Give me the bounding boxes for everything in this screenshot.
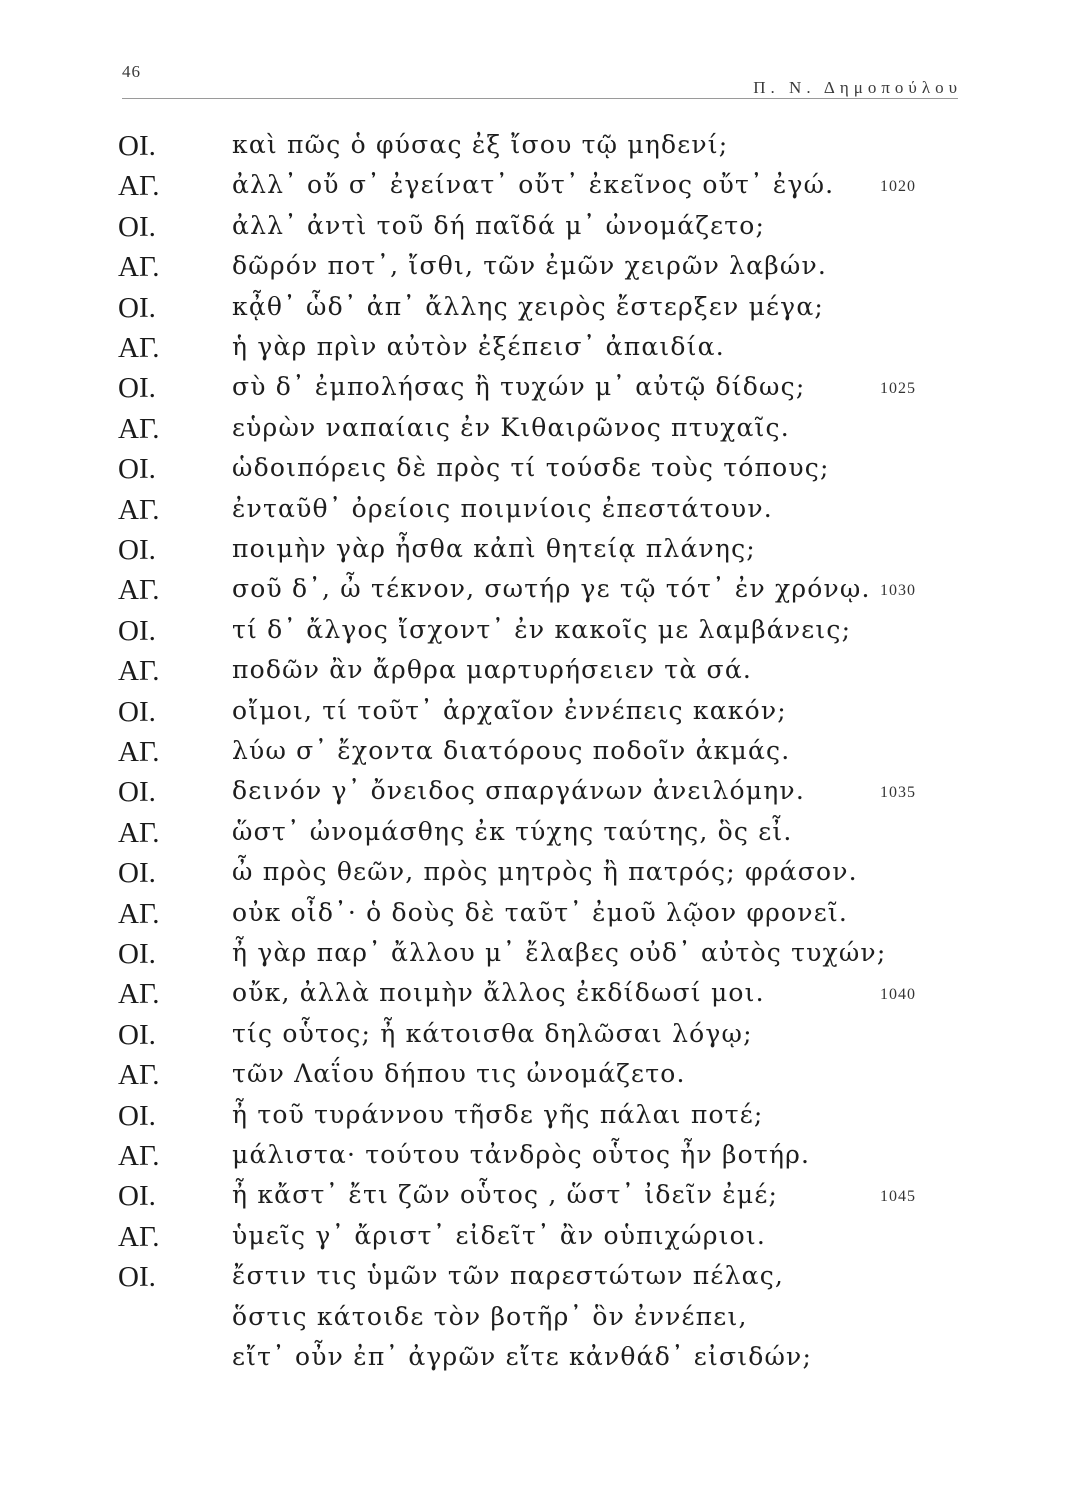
- verse-line: [0, 1100, 1090, 1140]
- verse-text: ἐνταῦθ᾽ ὀρείοις ποιμνίοις ἐπεστάτουν.: [232, 493, 773, 523]
- verse-text: ποιμὴν γὰρ ἦσθα κἀπὶ θητείᾳ πλάνης;: [232, 534, 756, 563]
- verse-text: ἦ κἄστ᾽ ἔτι ζῶν οὗτος , ὥστ᾽ ἰδεῖν ἐμέ;: [232, 1180, 779, 1210]
- verse-text: λύω σ᾽ ἔχοντα διατόρους ποδοῖν ἀκμάς.: [232, 736, 791, 765]
- verse-line: [0, 655, 1090, 695]
- verse-line: [0, 978, 1090, 1018]
- speaker-label: ΑΓ.: [118, 412, 160, 445]
- verse-text: τῶν Λαΐου δήπου τις ὠνομάζετο.: [232, 1059, 686, 1089]
- speaker-label: ΟΙ.: [118, 1099, 156, 1132]
- speaker-label: ΑΓ.: [118, 897, 160, 930]
- verse-text: ἔστιν τις ὑμῶν τῶν παρεστώτων πέλας,: [232, 1261, 785, 1291]
- page-number: 46: [122, 62, 141, 81]
- speaker-label: ΟΙ.: [118, 291, 156, 324]
- verse-line: [0, 938, 1090, 978]
- speaker-label: ΟΙ.: [118, 130, 156, 162]
- speaker-label: ΟΙ.: [118, 1018, 156, 1051]
- verse-line: [0, 898, 1090, 938]
- verse-line: [0, 211, 1090, 251]
- header-rule: [122, 98, 958, 99]
- verse-line: [0, 615, 1090, 655]
- verse-text: ἀλλ᾽ ἀντὶ τοῦ δή παῖδά μ᾽ ὠνομάζετο;: [232, 210, 766, 240]
- speaker-label: ΟΙ.: [118, 534, 156, 566]
- verse-line: [0, 332, 1090, 372]
- line-number: 1035: [880, 784, 916, 802]
- verse-text: ὦ πρὸς θεῶν, πρὸς μητρὸς ἢ πατρός; φράσον.: [232, 857, 858, 887]
- verse-line: [0, 1342, 1090, 1382]
- speaker-label: ΟΙ.: [118, 695, 156, 728]
- speaker-label: ΑΓ.: [118, 1140, 160, 1172]
- running-head: [122, 62, 962, 96]
- verse-line: [0, 1019, 1090, 1059]
- speaker-label: ΟΙ.: [118, 938, 156, 970]
- verse-line: [0, 1140, 1090, 1180]
- verse-text: ἦ γὰρ παρ᾽ ἄλλου μ᾽ ἔλαβες οὐδ᾽ αὐτὸς τυχών;: [232, 938, 887, 967]
- verse-line: [0, 736, 1090, 776]
- verse-text: ὡδοιπόρεις δὲ πρὸς τί τούσδε τοὺς τόπους;: [232, 453, 830, 483]
- verse-text: σοῦ δ᾽, ὦ τέκνον, σωτήρ γε τῷ τότ᾽ ἐν χρόνῳ.: [232, 574, 871, 604]
- line-number: 1020: [880, 178, 916, 196]
- verse-line: [0, 494, 1090, 534]
- verse-text: ὑμεῖς γ᾽ ἄριστ᾽ εἰδεῖτ᾽ ἂν οὑπιχώριοι.: [232, 1220, 767, 1250]
- speaker-label: ΟΙ.: [118, 210, 156, 243]
- verse-line: [0, 292, 1090, 332]
- verse-text: ἦ τοῦ τυράννου τῆσδε γῆς πάλαι ποτέ;: [232, 1099, 764, 1129]
- verse-text: εἴτ᾽ οὖν ἐπ᾽ ἀγρῶν εἴτε κἀνθάδ᾽ εἰσιδών;: [232, 1342, 813, 1371]
- verse-line: [0, 696, 1090, 736]
- verse-text: ἀλλ᾽ οὔ σ᾽ ἐγείνατ᾽ οὔτ᾽ ἐκεῖνος οὔτ᾽ ἐγώ.: [232, 170, 835, 200]
- speaker-label: ΑΓ.: [118, 655, 160, 688]
- verse-text: τίς οὗτος; ἦ κάτοισθα δηλῶσαι λόγῳ;: [232, 1018, 753, 1048]
- speaker-label: ΑΓ.: [118, 251, 160, 284]
- verse-text: δῶρόν ποτ᾽, ἴσθι, τῶν ἐμῶν χειρῶν λαβών.: [232, 251, 828, 281]
- verse-text: οὐκ οἶδ᾽· ὁ δοὺς δὲ ταῦτ᾽ ἐμοῦ λῷον φρονεῖ.: [232, 897, 849, 927]
- verse-line: [0, 534, 1090, 574]
- verse-line: [0, 857, 1090, 897]
- speaker-label: ΑΓ.: [118, 170, 160, 203]
- speaker-label: ΟΙ.: [118, 1180, 156, 1213]
- verse-text: ἡ γὰρ πρὶν αὐτὸν ἐξέπεισ᾽ ἀπαιδία.: [232, 332, 725, 361]
- line-number: 1040: [880, 986, 916, 1004]
- verse-line: [0, 1221, 1090, 1261]
- verse-text: οἴμοι, τί τοῦτ᾽ ἀρχαῖον ἐννέπεις κακόν;: [232, 695, 787, 725]
- verse-text: ὅστις κάτοιδε τὸν βοτῆρ᾽ ὃν ἐννέπει,: [232, 1301, 748, 1331]
- speaker-label: ΑΓ.: [118, 1059, 160, 1092]
- speaker-label: ΑΓ.: [118, 574, 160, 607]
- verse-text: οὔκ, ἀλλὰ ποιμὴν ἄλλος ἐκδίδωσί μοι.: [232, 978, 765, 1008]
- verse-text: κᾆθ᾽ ὧδ᾽ ἀπ᾽ ἄλλης χειρὸς ἔστερξεν μέγα;: [232, 291, 825, 321]
- verse-line: [0, 1180, 1090, 1220]
- verse-line: [0, 251, 1090, 291]
- verse-line: [0, 372, 1090, 412]
- running-head-author: Π. Ν. Δημοπούλου: [753, 78, 962, 97]
- verse-text: σὺ δ᾽ ἐμπολήσας ἢ τυχών μ᾽ αὐτῷ δίδως;: [232, 372, 806, 402]
- verse-text: δεινόν γ᾽ ὄνειδος σπαργάνων ἀνειλόμην.: [232, 776, 805, 806]
- verse-line: [0, 170, 1090, 210]
- verse-text: καὶ πῶς ὁ φύσας ἐξ ἴσου τῷ μηδενί;: [232, 130, 729, 159]
- verse-text: τί δ᾽ ἄλγος ἴσχοντ᾽ ἐν κακοῖς με λαμβάνεις;: [232, 614, 852, 644]
- speaker-label: ΑΓ.: [118, 736, 160, 768]
- verse-line: [0, 1059, 1090, 1099]
- speaker-label: ΑΓ.: [118, 493, 160, 526]
- verse-text: ὥστ᾽ ὠνομάσθης ἐκ τύχης ταύτης, ὃς εἶ.: [232, 816, 793, 846]
- verse-line: [0, 413, 1090, 453]
- verse-line: [0, 776, 1090, 816]
- speaker-label: ΟΙ.: [118, 453, 156, 486]
- line-number: 1045: [880, 1188, 916, 1206]
- speaker-label: ΟΙ.: [118, 372, 156, 405]
- verse-text: μάλιστα· τούτου τἀνδρὸς οὗτος ἦν βοτήρ.: [232, 1140, 811, 1169]
- line-number: 1030: [880, 582, 916, 600]
- verse-line: [0, 1302, 1090, 1342]
- verse-line: [0, 453, 1090, 493]
- speaker-label: ΑΓ.: [118, 978, 160, 1011]
- speaker-label: ΑΓ.: [118, 332, 160, 364]
- verse-text: ποδῶν ἂν ἄρθρα μαρτυρήσειεν τὰ σά.: [232, 655, 753, 685]
- speaker-label: ΑΓ.: [118, 816, 160, 849]
- speaker-label: ΟΙ.: [118, 1261, 156, 1294]
- speaker-label: ΟΙ.: [118, 614, 156, 647]
- verse-line: [0, 574, 1090, 614]
- speaker-label: ΟΙ.: [118, 776, 156, 809]
- verse-line: [0, 130, 1090, 170]
- speaker-label: ΟΙ.: [118, 857, 156, 890]
- speaker-label: ΑΓ.: [118, 1220, 160, 1253]
- line-number: 1025: [880, 380, 916, 398]
- verse-line: [0, 1261, 1090, 1301]
- verse-text: εὑρὼν ναπαίαις ἐν Κιθαιρῶνος πτυχαῖς.: [232, 412, 790, 442]
- verse-line: [0, 817, 1090, 857]
